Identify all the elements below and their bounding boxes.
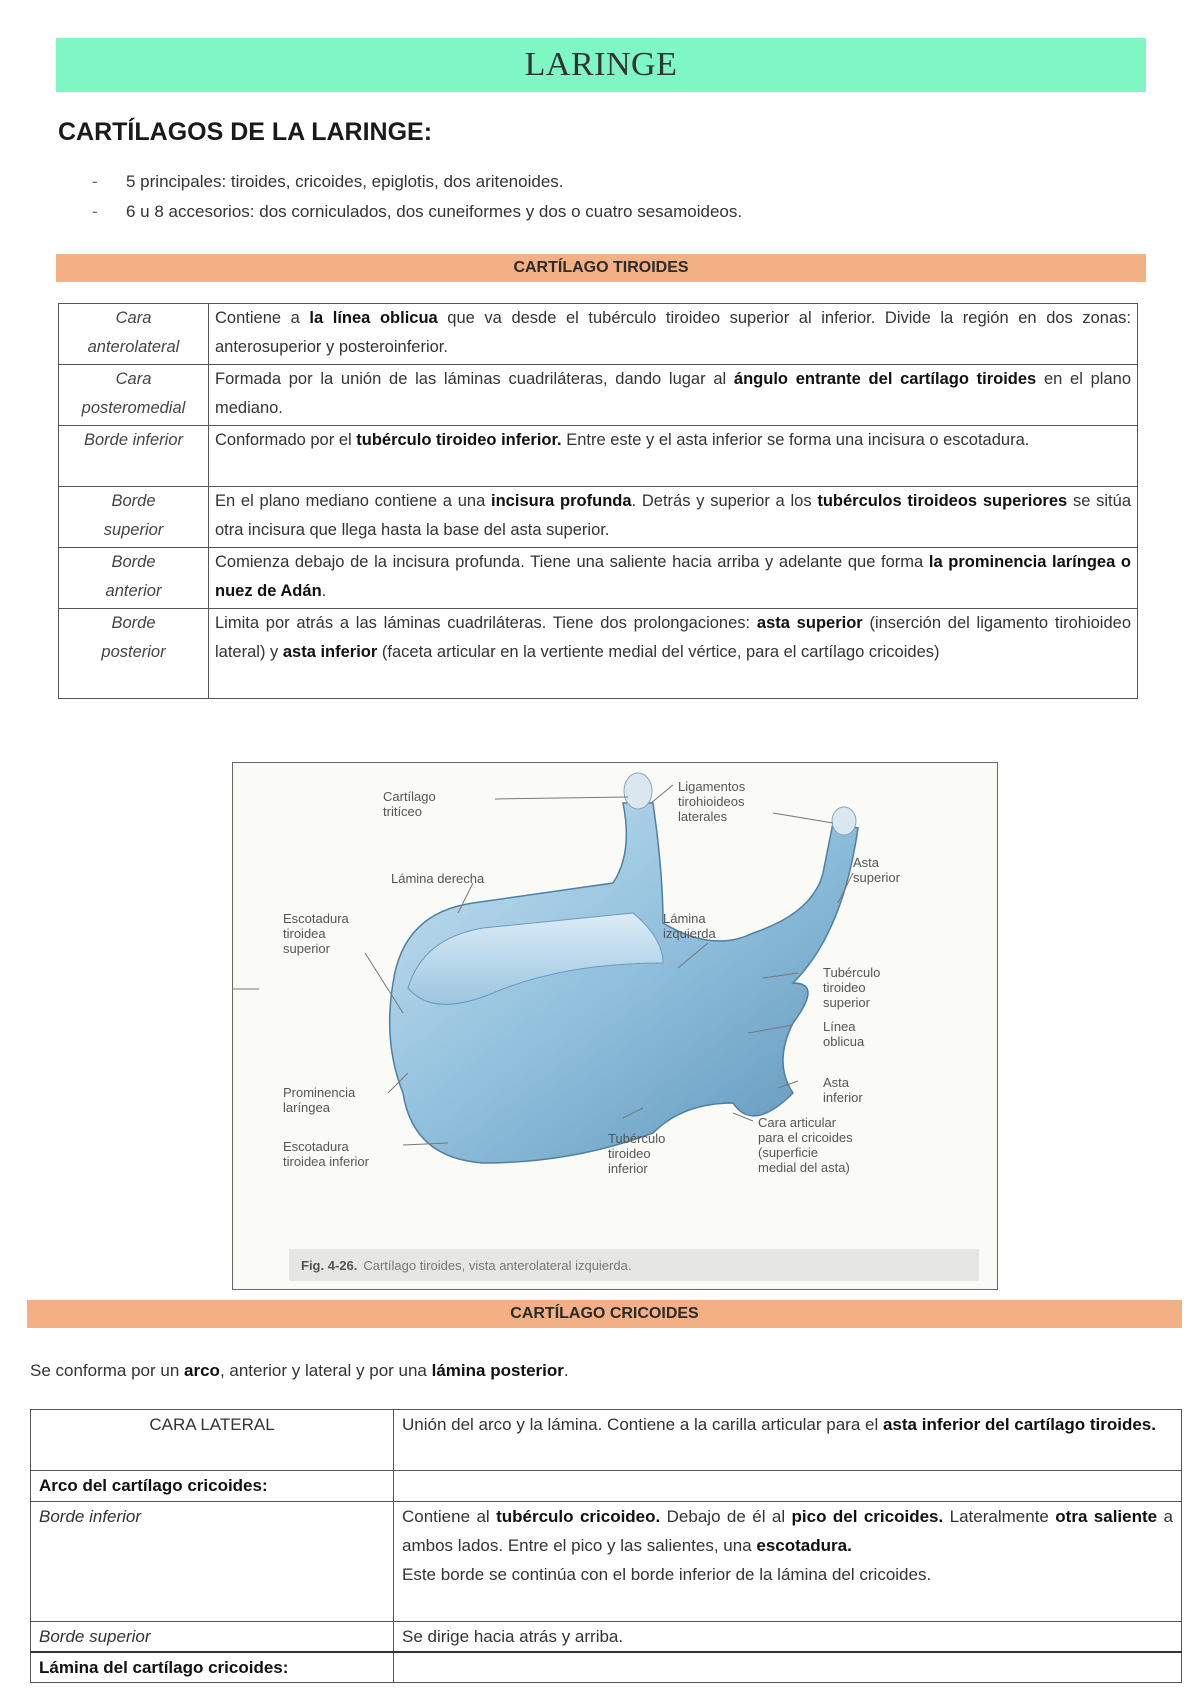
row-label: Arco del cartílago cricoides: — [31, 1471, 394, 1502]
table-row — [59, 426, 1138, 487]
table-row — [31, 1502, 1182, 1622]
table-row — [31, 1471, 1182, 1502]
row-text: Limita por atrás a las láminas cuadriláteras. Tiene dos prolongaciones: asta superior (inserción del ligamento tirohioideo lateral) y asta inferior (faceta articular en la vertiente medial del vértice, para el cartílago cricoides) — [209, 609, 1138, 699]
row-text: Formada por la unión de las láminas cuadriláteras, dando lugar al ángulo entrante del cartílago tiroides en el plano mediano. — [209, 365, 1138, 426]
label-asta-superior: Asta superior — [853, 855, 900, 885]
label-lamina-izquierda: Lámina izquierda — [663, 911, 716, 941]
row-label: Borde superior — [31, 1622, 394, 1653]
label-ligamentos: Ligamentos tirohioideos laterales — [678, 779, 746, 824]
label-prominencia: Prominencia laríngea — [283, 1085, 356, 1115]
table-row — [59, 365, 1138, 426]
page-title: LARINGE — [524, 46, 678, 83]
bullet-item: - 5 principales: tiroides, cricoides, epiglotis, dos aritenoides. — [92, 172, 564, 191]
row-text — [394, 1471, 1182, 1502]
cricoides-intro: Se conforma por un arco, anterior y lateral y por una lámina posterior. — [30, 1361, 569, 1380]
row-label: Borde inferior — [59, 426, 209, 487]
label-cara-articular: Cara articular para el cricoides (superficie medial del asta) — [758, 1115, 853, 1175]
table-row — [31, 1622, 1182, 1653]
title-banner — [56, 38, 1146, 92]
row-text: Conformado por el tubérculo tiroideo inferior. Entre este y el asta inferior se forma una incisura o escotadura. — [209, 426, 1138, 487]
tiroides-table — [58, 303, 1138, 699]
table-row — [31, 1652, 1182, 1683]
cricoides-table — [30, 1409, 1182, 1683]
table-row — [59, 548, 1138, 609]
label-asta-inferior: Asta inferior — [823, 1075, 863, 1105]
row-text: Comienza debajo de la incisura profunda. Tiene una saliente hacia arriba y adelante que forma la prominencia laríngea o nuez de Adán. — [209, 548, 1138, 609]
table-row — [59, 609, 1138, 699]
table-row — [59, 487, 1138, 548]
row-label: Borde superior — [59, 487, 209, 548]
superior-horn-tip — [832, 807, 856, 835]
label-linea-oblicua: Línea oblicua — [823, 1019, 865, 1049]
row-text: Contiene a la línea oblicua que va desde el tubérculo tiroideo superior al inferior. Divide la región en dos zonas: anterosuperior y posteroinferior. — [209, 304, 1138, 365]
label-cartilago-triticeo: Cartílago tritíceo — [383, 789, 436, 819]
row-label: Borde posterior — [59, 609, 209, 699]
table-row — [31, 1410, 1182, 1471]
label-tuberculo-superior: Tubérculo tiroideo superior — [823, 965, 881, 1010]
tiroides-heading: CARTÍLAGO TIROIDES — [56, 254, 1146, 282]
row-text — [394, 1652, 1182, 1683]
row-text: Contiene al tubérculo cricoideo. Debajo de él al pico del cricoides. Lateralmente otra saliente a ambos lados. Entre el pico y las salientes, una escotadura. Este borde se continúa con el borde inferior de la lámina del cricoides. — [394, 1502, 1182, 1622]
figure-caption: Fig. 4-26. Cartílago tiroides, vista anterolateral izquierda. — [289, 1249, 979, 1281]
row-text: Se dirige hacia atrás y arriba. — [394, 1622, 1182, 1653]
table-row — [59, 304, 1138, 365]
row-label: CARA LATERAL — [31, 1410, 394, 1471]
row-text: En el plano mediano contiene a una incisura profunda. Detrás y superior a los tubérculos tiroideos superiores se sitúa otra incisura que llega hasta la base del asta superior. — [209, 487, 1138, 548]
thyroid-cartilage-figure — [232, 762, 998, 1290]
row-label: Lámina del cartílago cricoides: — [31, 1652, 394, 1683]
row-label: Cara posteromedial — [59, 365, 209, 426]
section-heading: CARTÍLAGOS DE LA LARINGE: — [58, 118, 433, 146]
triticeous-cartilage — [624, 773, 652, 809]
row-label: Borde anterior — [59, 548, 209, 609]
label-lamina-derecha: Lámina derecha — [391, 871, 485, 886]
label-tuberculo-inferior: Tubérculo tiroideo inferior — [608, 1131, 666, 1176]
label-escotadura-inferior: Escotadura tiroidea inferior — [283, 1139, 369, 1169]
cricoides-heading: CARTÍLAGO CRICOIDES — [27, 1300, 1182, 1328]
label-escotadura-superior: Escotadura tiroidea superior — [283, 911, 349, 956]
row-text: Unión del arco y la lámina. Contiene a la carilla articular para el asta inferior del cartílago tiroides. — [394, 1410, 1182, 1471]
bullet-item: - 6 u 8 accesorios: dos corniculados, dos cuneiformes y dos o cuatro sesamoideos. — [92, 202, 743, 221]
row-label: Cara anterolateral — [59, 304, 209, 365]
row-label: Borde inferior — [31, 1502, 394, 1622]
